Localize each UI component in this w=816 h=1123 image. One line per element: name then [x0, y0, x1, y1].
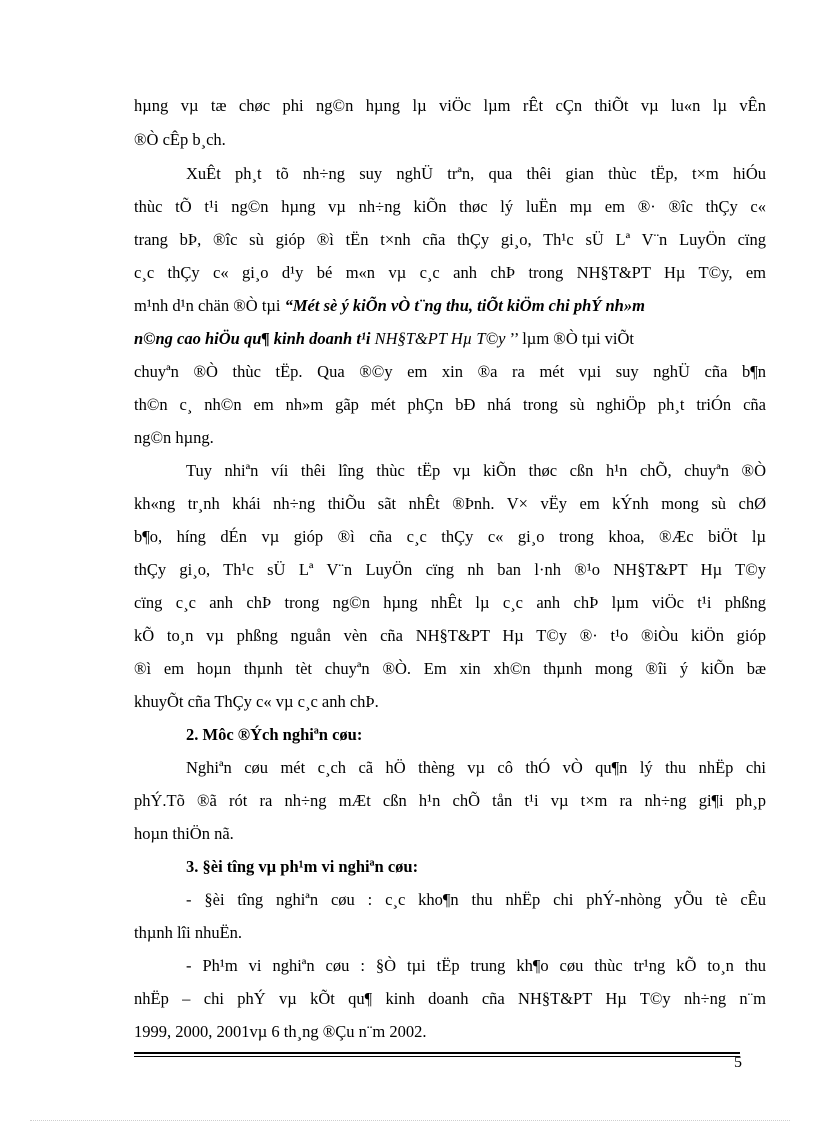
body-line: kÕ to¸n vµ phßng nguån vèn cña NH§T&PT Hµ T©y ®· t¹o ®iÒu kiÖn gióp [134, 626, 766, 645]
body-line [134, 296, 645, 316]
body-line: Tuy nhiªn víi thêi lîng thùc tËp vµ kiÕn thøc cßn h¹n chÕ, chuyªn ®Ò [186, 461, 766, 480]
body-line: cïng c¸c anh chÞ trong ng©n hµng nhÊt lµ c¸c anh chÞ lµm viÖc t¹i phßng [134, 593, 766, 612]
page-bottom-dotted-border [30, 1120, 790, 1121]
body-line: ®ì em hoµn thµnh tèt chuyªn ®Ò. Em xin xh©n thµnh mong ®îi ý kiÕn bæ [134, 659, 766, 678]
body-line: XuÊt ph¸t tõ nh÷ng suy nghÜ trªn, qua thêi gian thùc tËp, t×m hiÓu [186, 164, 766, 183]
section-heading: 2. Môc ®Ých nghiªn cøu: [186, 725, 363, 744]
body-line [134, 329, 634, 349]
body-line: chuyªn ®Ò thùc tËp. Qua ®©y em xin ®a ra mét vµi suy nghÜ cña b¶n [134, 362, 766, 381]
body-line: b¶o, híng dÉn vµ gióp ®ì cña c¸c thÇy c« gi¸o trong khoa, ®Æc biÖt lµ [134, 527, 766, 546]
page-number: 5 [734, 1054, 742, 1071]
footer-rule [134, 1056, 740, 1057]
topic-title: “Mét sè ý kiÕn vÒ t¨ng thu, tiÕt kiÖm chi phÝ nh»m [284, 296, 645, 315]
body-line: - §èi tîng nghiªn cøu : c¸c kho¶n thu nhËp chi phÝ-nhòng yÕu tè cÊu [186, 890, 766, 909]
body-line: nhËp – chi phÝ vµ kÕt qu¶ kinh doanh cña NH§T&PT Hµ T©y nh÷ng n¨m [134, 989, 766, 1008]
section-heading: 3. §èi tîng vµ ph¹m vi nghiªn cøu: [186, 857, 419, 876]
body-line: kh«ng tr¸nh khái nh÷ng thiÕu sãt nhÊt ®Þnh. V× vËy em kÝnh mong sù chØ [134, 494, 766, 513]
body-line: ng©n hµng. [134, 428, 214, 447]
body-line: trang bÞ, ®îc sù gióp ®ì tËn t×nh cña thÇy gi¸o, Th¹c sÜ Lª V¨n LuyÖn cïng [134, 230, 766, 249]
body-line: hµng vµ tæ chøc phi ng©n hµng lµ viÖc lµm rÊt cÇn thiÕt vµ lu«n lµ vÊn [134, 96, 766, 115]
body-line: ®Ò cÊp b¸ch. [134, 130, 226, 149]
footer-rule [134, 1052, 740, 1054]
body-line: c¸c thÇy c« gi¸o d¹y bé m«n vµ c¸c anh chÞ trong NH§T&PT Hµ T©y, em [134, 263, 766, 282]
body-line: th©n c¸ nh©n em nh»m gãp mét phÇn bÐ nhá trong sù nghiÖp ph¸t triÓn cña [134, 395, 766, 414]
body-line: hoµn thiÖn nã. [134, 824, 234, 843]
body-line: 1999, 2000, 2001vµ 6 th¸ng ®Çu n¨m 2002. [134, 1022, 427, 1041]
body-text: m¹nh d¹n chän ®Ò tµi [134, 296, 281, 315]
body-line: khuyÕt cña ThÇy c« vµ c¸c anh chÞ. [134, 692, 379, 711]
body-line: thùc tÕ t¹i ng©n hµng vµ nh÷ng kiÕn thøc lý luËn mµ em ®· ®îc thÇy c« [134, 197, 766, 216]
body-line: thµnh lîi nhuËn. [134, 923, 243, 942]
body-line: thÇy gi¸o, Th¹c sÜ Lª V¨n LuyÖn cïng nh ban l·nh ®¹o NH§T&PT Hµ T©y [134, 560, 766, 579]
body-line: phÝ.Tõ ®ã rót ra nh÷ng mÆt cßn h¹n chÕ tån t¹i vµ t×m ra nh÷ng gi¶i ph¸p [134, 791, 766, 810]
topic-title-cont: n©ng cao hiÖu qu¶ kinh doanh t¹i [134, 329, 371, 348]
topic-bank-name: NH§T&PT Hµ T©y [374, 329, 506, 348]
body-text: ’’ lµm ®Ò tµi viÕt [509, 329, 634, 348]
body-line: - Ph¹m vi nghiªn cøu : §Ò tµi tËp trung kh¶o cøu thùc tr¹ng kÕ to¸n thu [186, 956, 766, 975]
body-line: Nghiªn cøu mét c¸ch cã hÖ thèng vµ cô thÓ vÒ qu¶n lý thu nhËp chi [186, 758, 766, 777]
